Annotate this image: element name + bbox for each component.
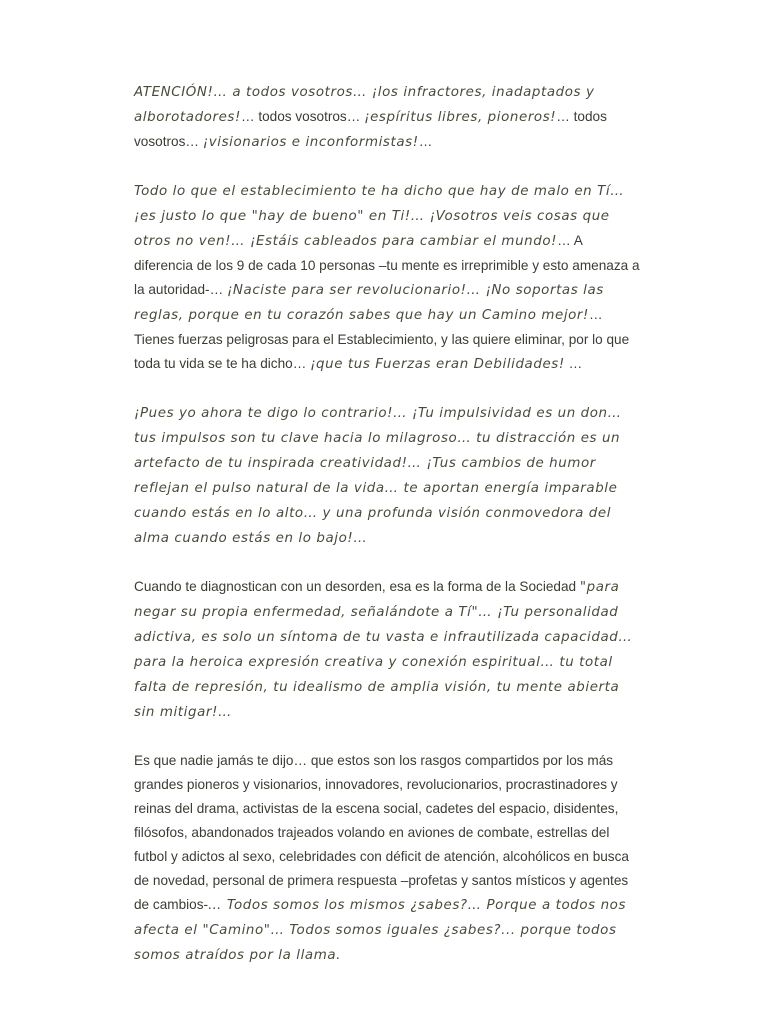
- document-page: [134, 80, 640, 992]
- paragraph-1: [134, 80, 640, 155]
- text-segment: … Todos somos los mismos ¿sabes?… Porque a todos nos afecta el "Camino"… Todos somos iguales ¿sabes?... porque todos somos atraídos por la llama.: [134, 898, 627, 963]
- paragraph-2: [134, 179, 640, 377]
- text-segment: Es que nadie jamás te dijo… que estos son los rasgos compartidos por los más grandes pioneros y visionarios, innovadores, revolucionarios, procrastinadores y reinas del drama, activistas de la escena social, cadetes del espacio, disidentes, filósofos, abandonados trajeados volando en aviones de combate, estrellas del futbol y adictos al sexo, celebridades con déficit de atención, alcohólicos en busca de novedad, personal de primera respuesta –profetas y santos místicos y agentes de cambios-: [134, 753, 629, 912]
- text-segment: ¡Naciste para ser revolucionario!… ¡No soportas las reglas, porque en tu corazón sabes que hay un Camino mejor!: [134, 283, 604, 323]
- paragraph-3: [134, 401, 640, 551]
- text-segment: ¡que tus Fuerzas eran Debilidades!: [310, 357, 565, 372]
- text-segment: … todos vosotros…: [240, 109, 365, 124]
- text-segment: "para negar su propia enfermedad, señalándote a Tí"… ¡Tu personalidad adictiva, es solo un síntoma de tu vasta e infrautilizada capacidad… para la heroica expresión creativa y conexión espiritual… tu total falta de represión, tu idealismo de amplia visión, tu mente abierta sin mitigar!…: [134, 580, 633, 720]
- text-segment: …: [564, 356, 583, 371]
- text-segment: … A diferencia de los 9 de cada 10 personas –tu mente es irreprimible y esto amenaza a la autoridad-…: [134, 233, 640, 297]
- text-segment: … Tienes fuerzas peligrosas para el Establecimiento, y las quiere eliminar, por lo que toda tu vida se te ha dicho…: [134, 307, 630, 371]
- text-segment: ¡espíritus libres, pioneros!: [364, 110, 557, 125]
- text-segment: … todos vosotros…: [134, 109, 607, 149]
- text-segment: …: [418, 134, 433, 149]
- paragraph-4: [134, 575, 640, 725]
- text-segment: ATENCIÓN!… a todos vosotros… ¡los infractores, inadaptados y alborotadores!: [134, 85, 595, 125]
- text-segment: ¡Pues yo ahora te digo lo contrario!… ¡Tu impulsividad es un don… tus impulsos son tu clave hacia lo milagroso… tu distracción es un artefacto de tu inspirada creatividad!… ¡Tus cambios de humor reflejan el pulso natural de la vida… te aportan energía imparable cuando estás en lo alto… y una profunda visión conmovedora del alma cuando estás en lo bajo!…: [134, 406, 622, 546]
- text-segment: Todo lo que el establecimiento te ha dicho que hay de malo en Tí… ¡es justo lo que "hay de bueno" en Ti!… ¡Vosotros veis cosas que otros no ven!… ¡Estáis cableados para cambiar el mundo!: [134, 184, 625, 249]
- paragraph-5: [134, 749, 640, 968]
- text-segment: Cuando te diagnostican con un desorden, esa es la forma de la Sociedad: [134, 579, 580, 594]
- text-segment: ¡visionarios e inconformistas!: [202, 135, 419, 150]
